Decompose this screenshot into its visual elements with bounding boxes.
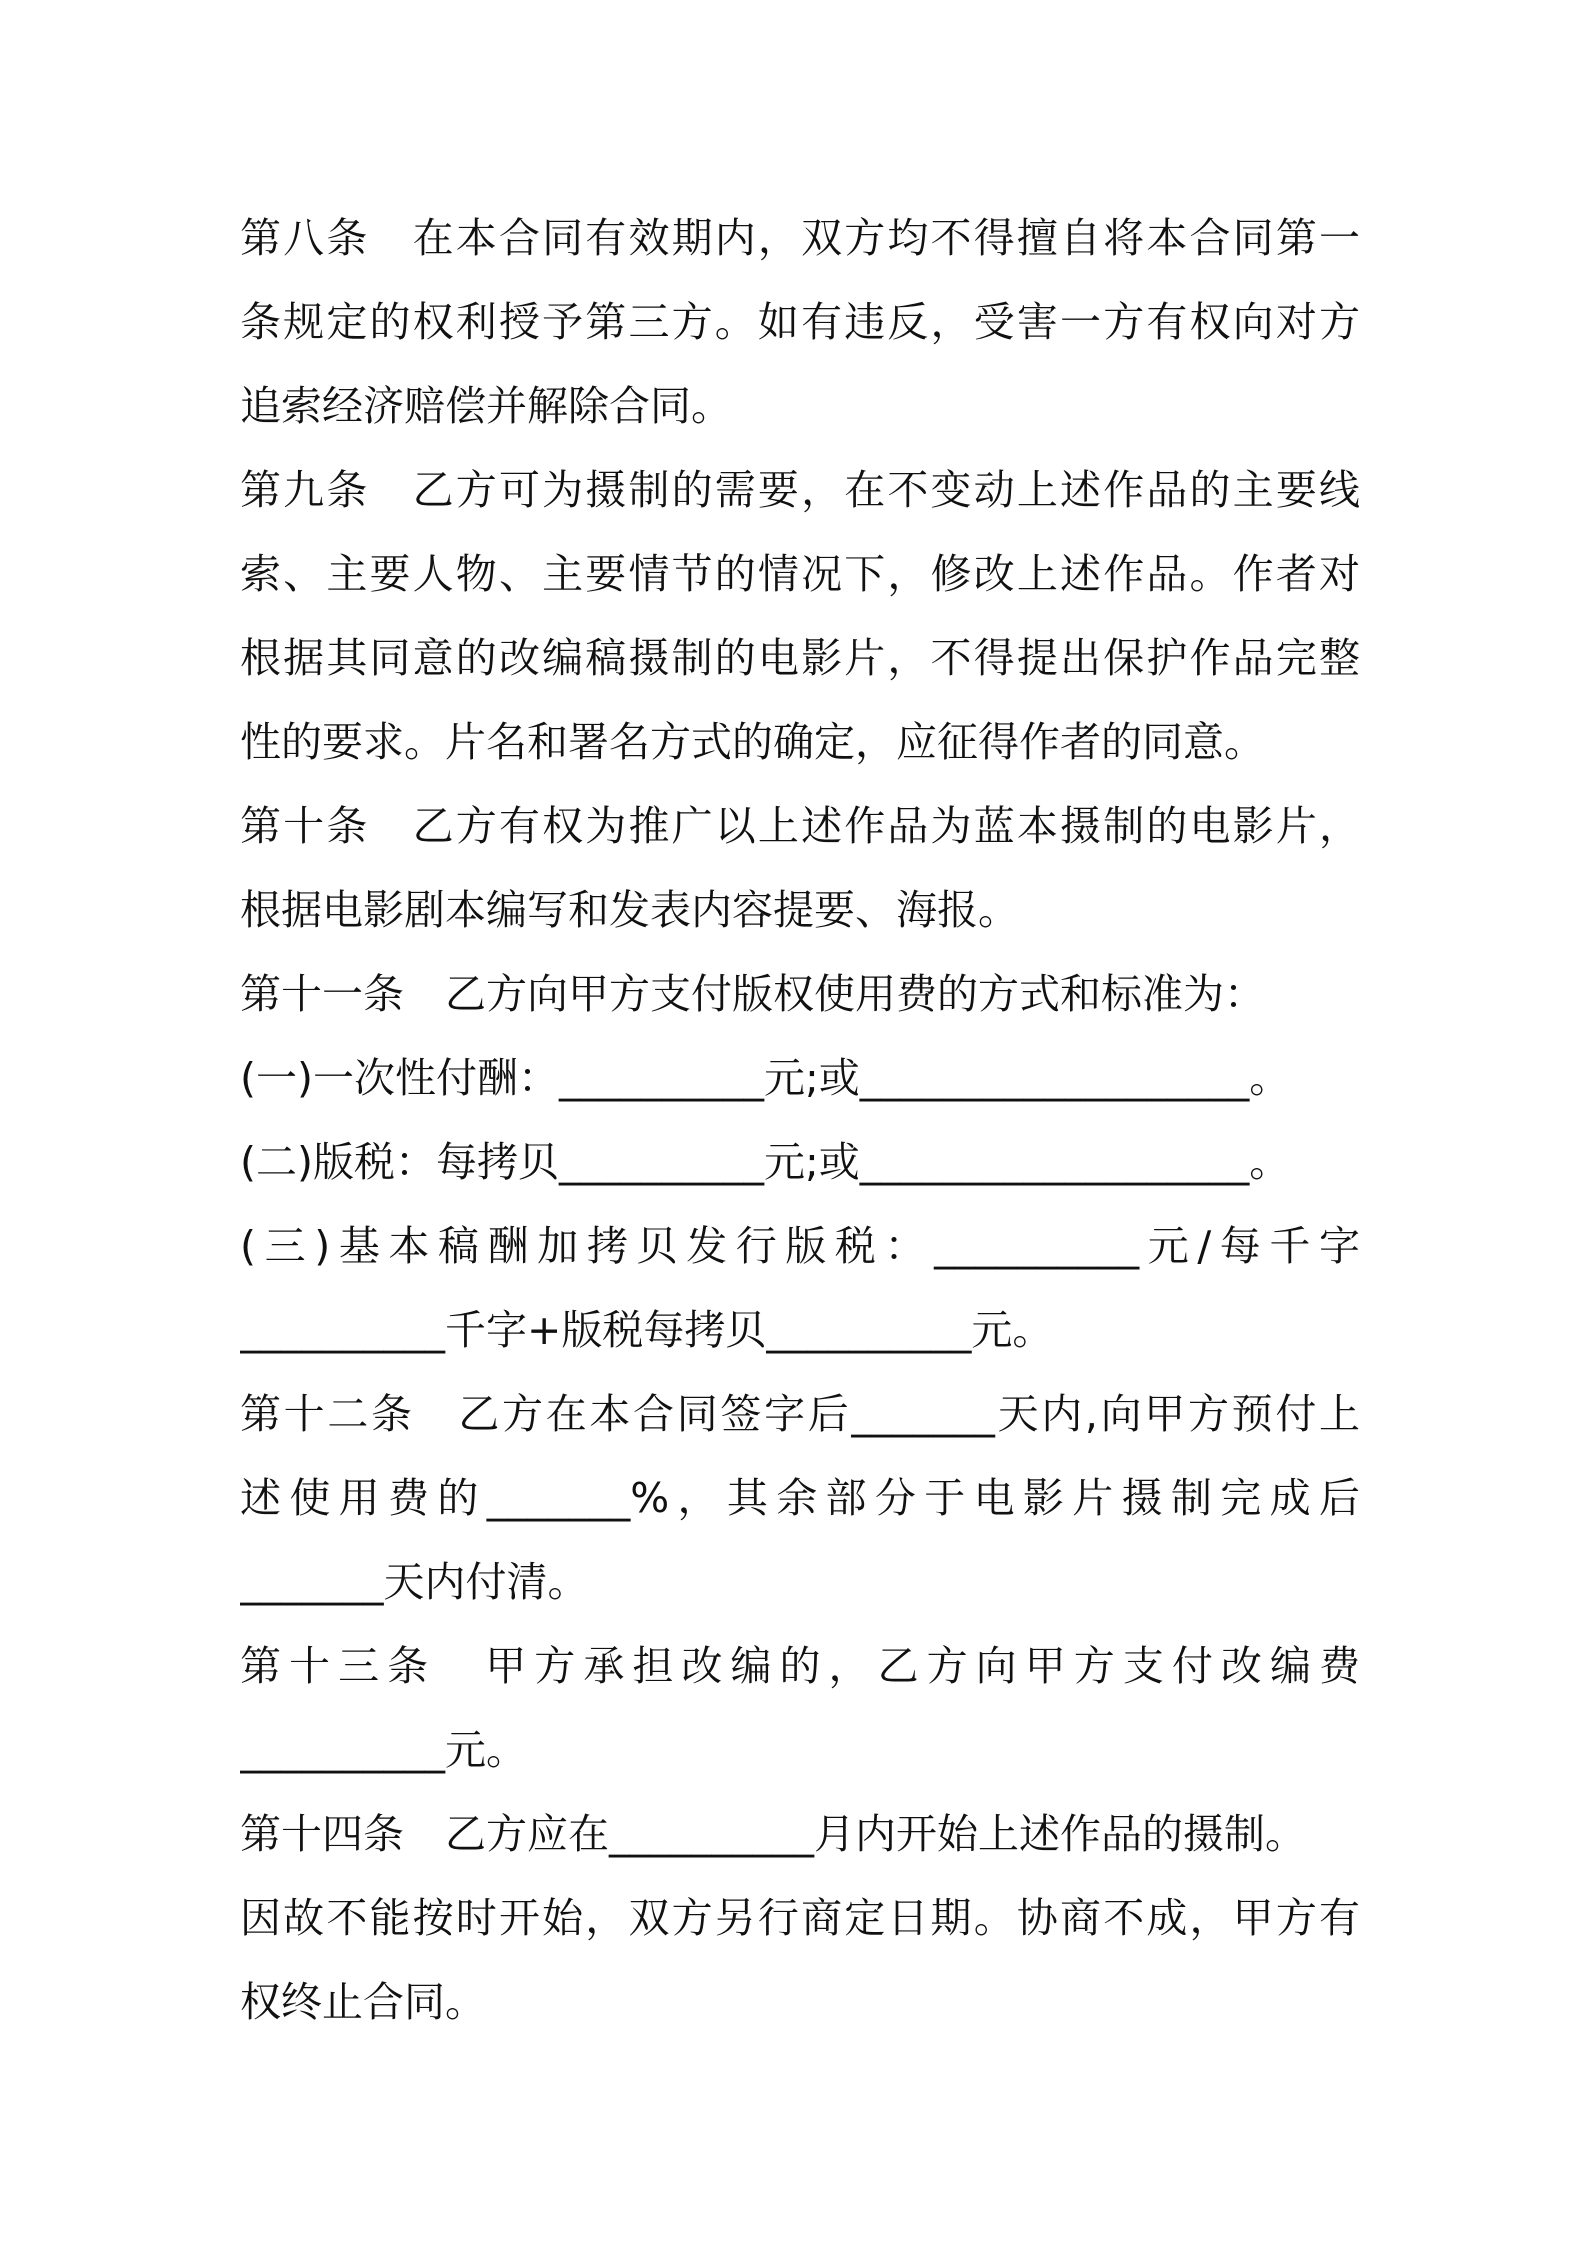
text-line: 权终止合同。 xyxy=(240,1978,486,2026)
text-line: 第十四条 乙方应在__________月内开始上述作品的摄制。 xyxy=(240,1810,1306,1858)
contract-text-body xyxy=(240,196,1360,2044)
text-line: 第十条 乙方有权为推广以上述作品为蓝本摄制的电影片， xyxy=(240,802,1360,850)
text-line: 第九条 乙方可为摄制的需要，在不变动上述作品的主要线 xyxy=(240,466,1360,514)
text-line: 因故不能按时开始，双方另行商定日期。协商不成，甲方有 xyxy=(240,1894,1360,1942)
text-line: 性的要求。片名和署名方式的确定，应征得作者的同意。 xyxy=(240,718,1265,766)
text-line: 第十三条 甲方承担改编的，乙方向甲方支付改编费 xyxy=(240,1642,1360,1690)
text-line: (三)基本稿酬加拷贝发行版税：__________元/每千字 xyxy=(240,1222,1360,1270)
text-line: (一)一次性付酬：__________元;或___________________。 xyxy=(240,1054,1291,1102)
text-line: 第十一条 乙方向甲方支付版权使用费的方式和标准为： xyxy=(240,970,1265,1018)
text-line: 根据其同意的改编稿摄制的电影片，不得提出保护作品完整 xyxy=(240,634,1360,682)
text-line: 述使用费的_______%，其余部分于电影片摄制完成后 xyxy=(240,1474,1360,1522)
text-line: 第十二条 乙方在本合同签字后_______天内,向甲方预付上 xyxy=(240,1390,1360,1438)
text-line: __________千字+版税每拷贝__________元。 xyxy=(240,1306,1054,1354)
contract-page xyxy=(240,196,1360,2044)
text-line: 追索经济赔偿并解除合同。 xyxy=(240,382,732,430)
text-line: 条规定的权利授予第三方。如有违反，受害一方有权向对方 xyxy=(240,298,1360,346)
text-line: 根据电影剧本编写和发表内容提要、海报。 xyxy=(240,886,1019,934)
text-line: 第八条 在本合同有效期内，双方均不得擅自将本合同第一 xyxy=(240,214,1360,262)
text-line: (二)版税：每拷贝__________元;或___________________。 xyxy=(240,1138,1291,1186)
text-line: __________元。 xyxy=(240,1726,527,1774)
text-line: 索、主要人物、主要情节的情况下，修改上述作品。作者对 xyxy=(240,550,1360,598)
text-line: _______天内付清。 xyxy=(240,1558,589,1606)
